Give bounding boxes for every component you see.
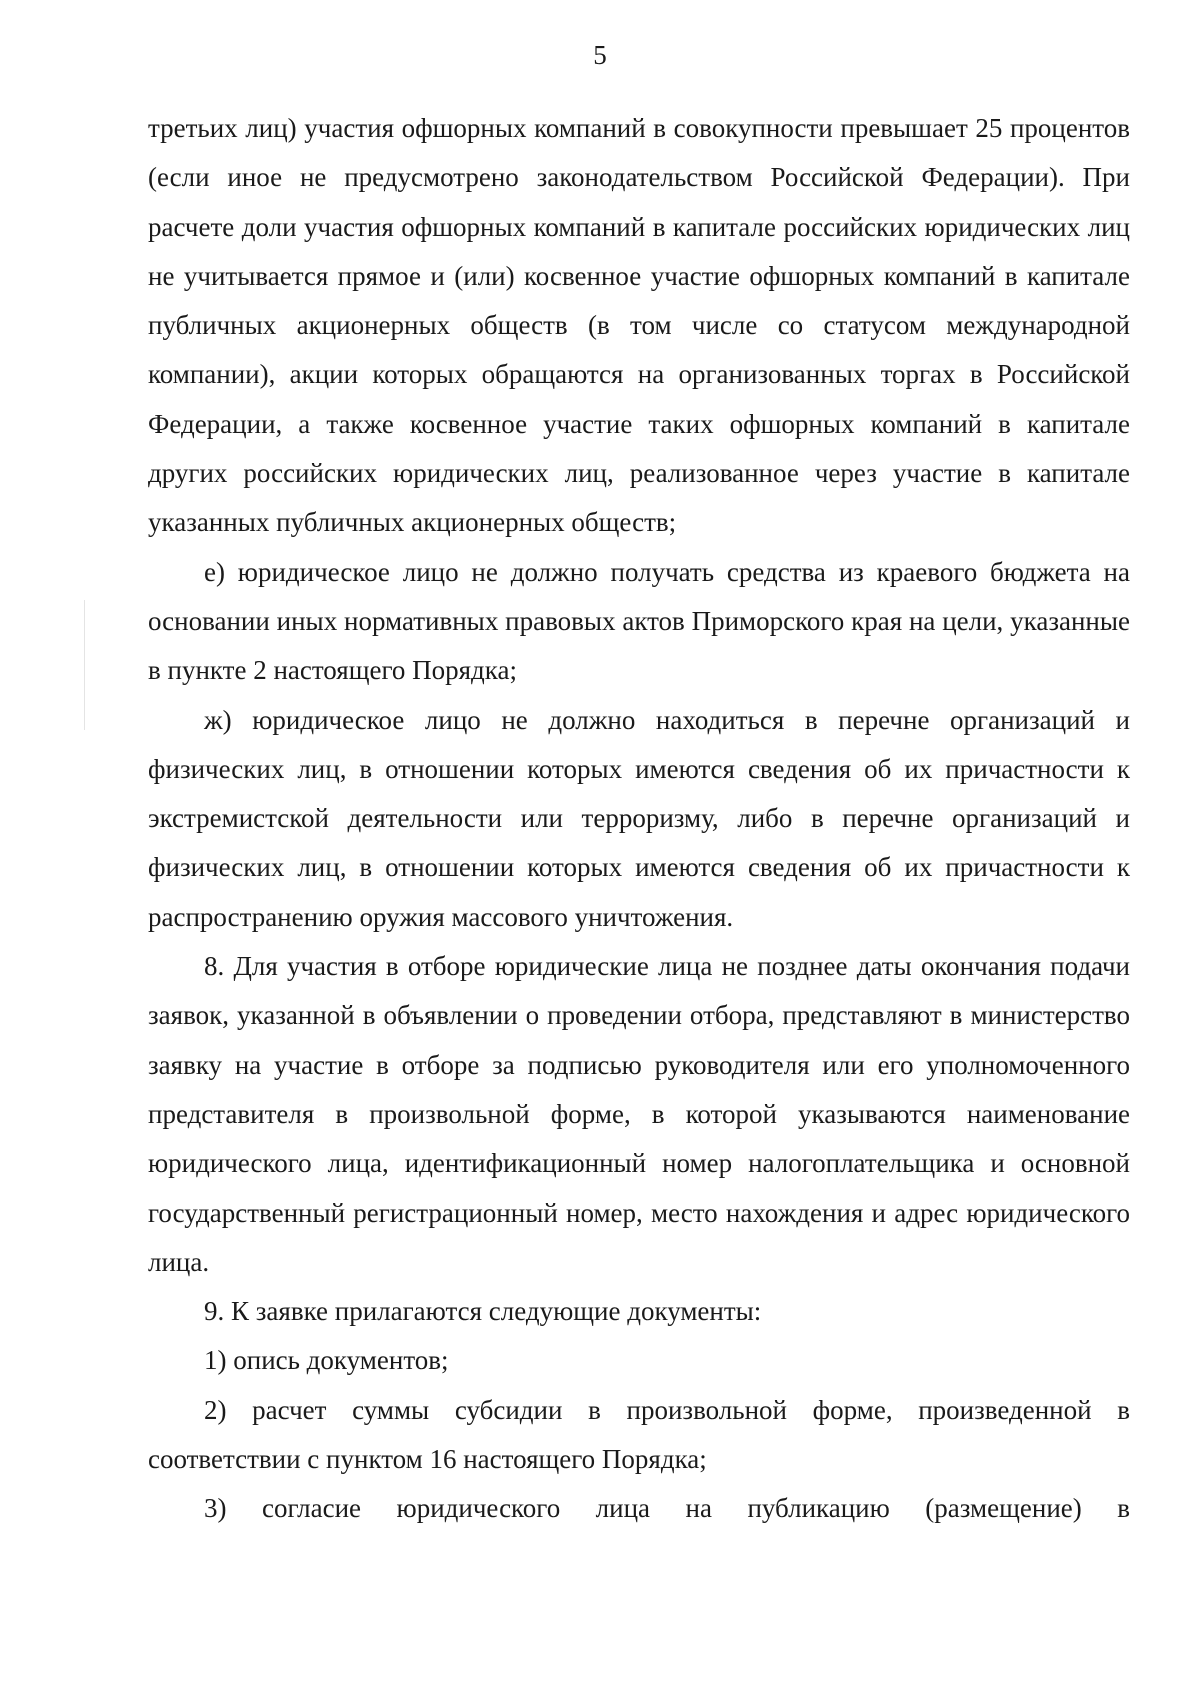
paragraph-item-zh: ж) юридическое лицо не должно находиться в перечне организаций и физических лиц, в отношении которых имеются сведения об их причастности к экстремистской деятельности или терроризму, либо в перечне организаций и физических лиц, в отношении которых имеются сведения об их причастности к распространению оружия массового уничтожения. bbox=[148, 704, 1130, 932]
paragraph-item-e: е) юридическое лицо не должно получать средства из краевого бюджета на основании иных нормативных правовых актов Приморского края на цели, указанные в пункте 2 настоящего Порядка; bbox=[148, 556, 1130, 686]
list-item-1: 1) опись документов; bbox=[204, 1345, 449, 1376]
page-number: 5 bbox=[593, 40, 607, 70]
paragraph-offshore-participation: третьих лиц) участия офшорных компаний в совокупности превышает 25 процентов (если иное не предусмотрено законодательством Российской Федерации). При расчете доли участия офшорных компаний в капитале российских юридических лиц не учитывается прямое и (или) косвенное участие офшорных компаний в капитале публичных акционерных обществ (в том числе со статусом международной компании), акции которых обращаются на организованных торгах в Российской Федерации, а также косвенное участие таких офшорных компаний в капитале других российских юридических лиц, реализованное через участие в капитале указанных публичных акционерных обществ; bbox=[148, 113, 1130, 538]
document-body bbox=[148, 104, 1130, 1534]
paragraph-clause-9: 9. К заявке прилагаются следующие документы: bbox=[204, 1296, 762, 1327]
list-item-3: 3) согласие юридического лица на публикацию (размещение) в bbox=[204, 1493, 1130, 1524]
scan-artifact-line bbox=[84, 600, 85, 730]
paragraph-clause-8: 8. Для участия в отборе юридические лица не позднее даты окончания подачи заявок, указанной в объявлении о проведении отбора, представляют в министерство заявку на участие в отборе за подписью руководителя или его уполномоченного представителя в произвольной форме, в которой указываются наименование юридического лица, идентификационный номер налогоплательщика и основной государственный регистрационный номер, место нахождения и адрес юридического лица. bbox=[148, 951, 1130, 1277]
list-item-2: 2) расчет суммы субсидии в произвольной форме, произведенной в соответствии с пунктом 16 настоящего Порядка; bbox=[148, 1394, 1130, 1475]
